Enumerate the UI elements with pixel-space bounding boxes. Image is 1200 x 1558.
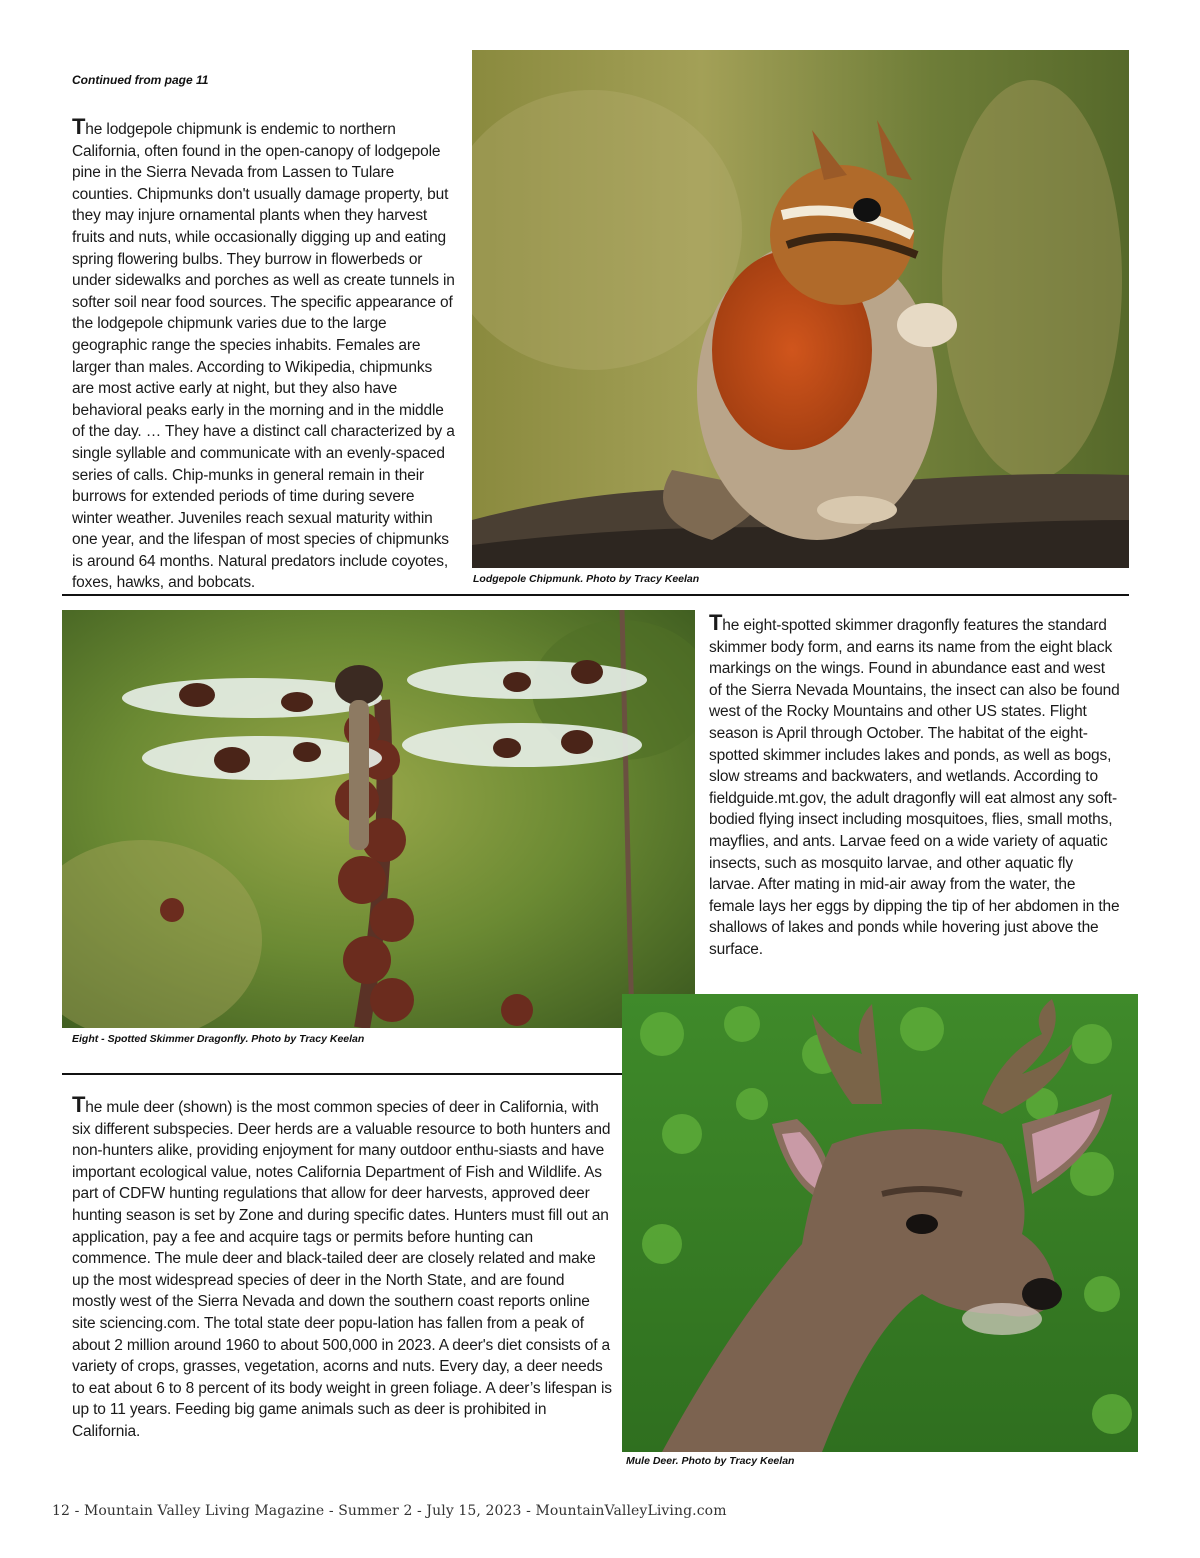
continued-label: Continued from page 11 <box>72 73 209 87</box>
dragonfly-caption: Eight - Spotted Skimmer Dragonfly. Photo by Tracy Keelan <box>72 1033 365 1045</box>
chipmunk-dropcap: T <box>72 114 86 139</box>
chipmunk-caption: Lodgepole Chipmunk. Photo by Tracy Keelan <box>473 573 700 585</box>
dragonfly-article <box>709 610 1121 961</box>
deer-article-text: he mule deer (shown) is the most common species of deer in California, with six different subspecies. Deer herds are a valuable resource to both hunters and non-hunters alike, providing enjoyment for many outdoor enthu-siasts and have important ecological value, notes California Department of Fish and Wildlife. As part of CDFW hunting regulations that allow for deer harvests, approved deer hunting season is set by Zone and during specific dates. Hunters must fill out an application, pay a fee and acquire tags or permits before hunting can commence. The mule deer and black-tailed deer are closely related and make up the most widespread species of deer in the North State, and are found mostly west of the Sierra Nevada and down the southern coast reports online site sciencing.com. The total state deer popu-lation has fallen from a peak of about 2 million around 1960 to about 500,000 in 2023. A deer's diet consists of a variety of crops, grasses, vegetation, acorns and nuts. Every day, a deer needs to eat about 6 to 8 percent of its body weight in green foliage. A deer’s lifespan is up to 11 years. Feeding big game animals such as deer is prohibited in California. <box>72 1099 612 1440</box>
chipmunk-photo <box>472 50 1129 568</box>
dragonfly-dropcap: T <box>709 610 723 635</box>
chipmunk-article <box>72 114 458 594</box>
deer-photo <box>622 994 1138 1452</box>
deer-caption: Mule Deer. Photo by Tracy Keelan <box>626 1455 795 1467</box>
deer-dropcap: T <box>72 1092 86 1117</box>
page-footer: 12 - Mountain Valley Living Magazine - Summer 2 - July 15, 2023 - MountainValleyLiving.com <box>52 1503 727 1519</box>
deer-article <box>72 1092 612 1443</box>
divider-rule-2 <box>62 1073 622 1075</box>
chipmunk-article-text: he lodgepole chipmunk is endemic to northern California, often found in the open-canopy of lodgepole pine in the Sierra Nevada from Lassen to Tulare counties. Chipmunks don't usually damage property, but they may injure ornamental plants when they harvest fruits and nuts, while occasionally digging up and eating spring flowering bulbs. They burrow in flowerbeds or under sidewalks and porches as well as create tunnels in softer soil near food sources. The specific appearance of the lodgepole chipmunk varies due to the large geographic range the species inhabits. Females are larger than males. According to Wikipedia, chipmunks are most active early at night, but they also have behavioral peaks early in the morning and in the middle of the day. … They have a distinct call characterized by a single syllable and communicate with an evenly-spaced series of calls. Chip-munks in general remain in their burrows for extended periods of time during severe winter weather. Juveniles reach sexual maturity within one year, and the lifespan of most species of chipmunks is around 64 months. Natural predators include coyotes, foxes, hawks, and bobcats. <box>72 121 455 592</box>
divider-rule <box>62 594 1129 596</box>
dragonfly-photo <box>62 610 695 1028</box>
dragonfly-article-text: he eight-spotted skimmer dragonfly features the standard skimmer body form, and earns its name from the eight black markings on the wings. Found in abundance east and west of the Sierra Nevada Mountains, the insect can also be found west of the Rocky Mountains and other US states. Flight season is April through October. The habitat of the eight-spotted skimmer includes lakes and ponds, as well as bogs, slow streams and backwaters, and wetlands. According to fieldguide.mt.gov, the adult dragonfly will eat almost any soft-bodied flying insect including mosquitoes, flies, small moths, mayflies, and ants. Larvae feed on a wide variety of aquatic insects, such as mosquito larvae, and other aquatic fly larvae. After mating in mid-air away from the water, the female lays her eggs by dipping the tip of her abdomen in the shallows of lakes and ponds while hovering just above the surface. <box>709 617 1120 958</box>
